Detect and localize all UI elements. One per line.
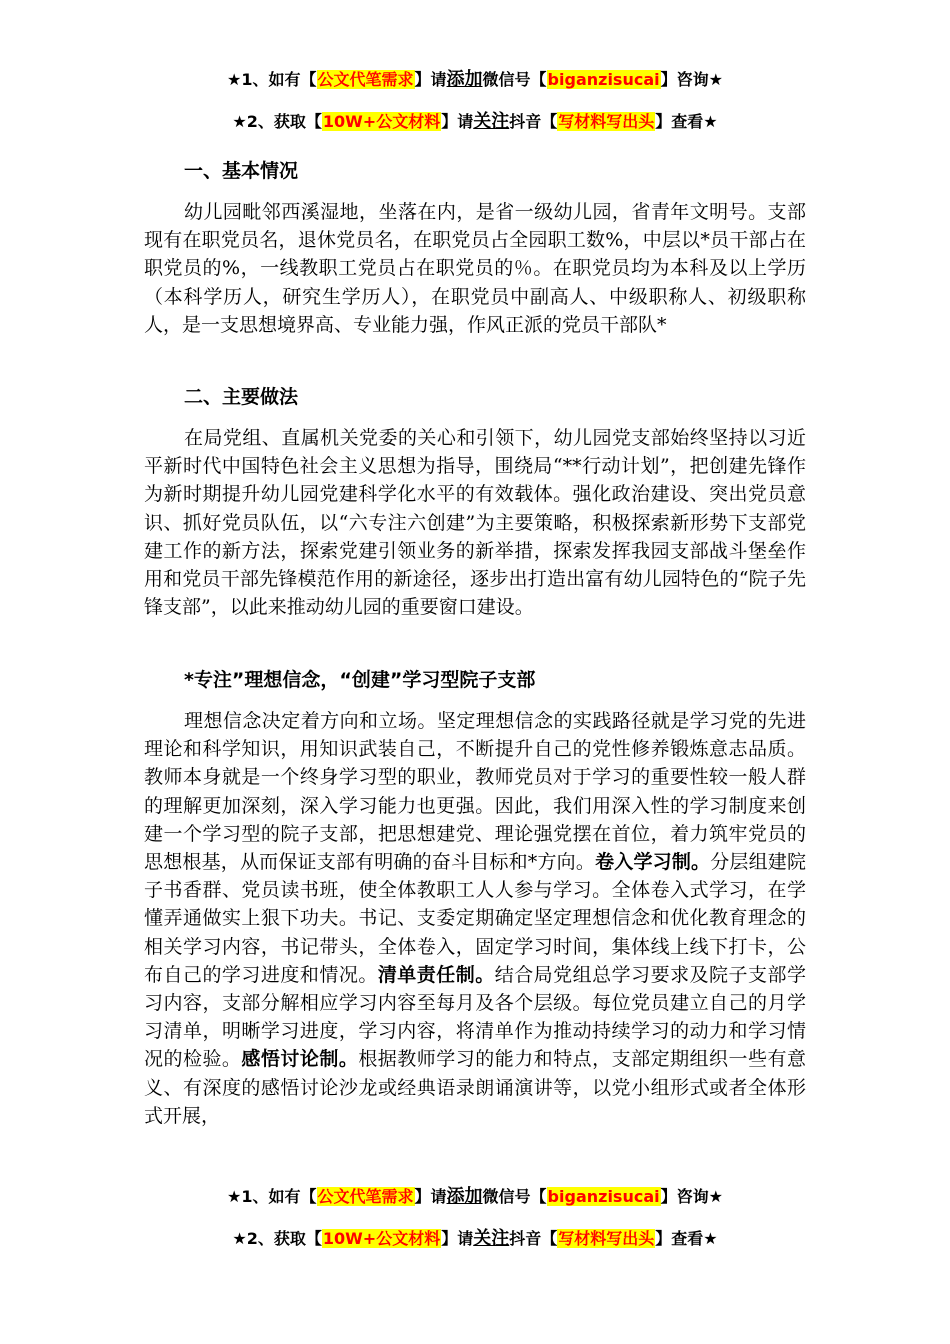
ad-highlight: 10W+公文材料 bbox=[322, 1229, 441, 1248]
paragraph-basic-info: 幼儿园毗邻西溪湿地，坐落在内，是省一级幼儿园，省青年文明号。支部现有在职党员名，退休党员名，在职党员占全园职工数%，中层以*员干部占在职党员的%，一线教职工党员占在职党员的％。在职党员均为本科及以上学历（本科学历人，研究生学历人），在职党员中副高人、中级职称人、初级职称人，是一支思想境界高、专业能力强，作风正派的党员干部队* bbox=[144, 201, 806, 336]
ad-text: 】请 bbox=[414, 70, 447, 89]
wechat-id-highlight: biganzisucai bbox=[547, 1187, 660, 1206]
section-heading-main-practices: 二、主要做法 bbox=[184, 386, 299, 408]
ad-underlined-text: 关注 bbox=[473, 111, 510, 132]
ad-underlined-text: 关注 bbox=[473, 1228, 510, 1249]
paragraph-text: 理想信念决定着方向和立场。坚定理想信念的实践路径就是学习党的先进理论和科学知识，用知识武装自己，不断提升自己的党性修养锻炼意志品质。教师本身就是一个终身学习型的职业，教师党员对于学习的重要性较一般人群的理解更加深刻，深入学习能力也更强。因此，我们用深入性的学习制度来创建一个学习型的院子支部，把思想建党、理论强党摆在首位，着力筑牢党员的思想根基，从而保证支部有明确的奋斗目标和*方向。 bbox=[144, 710, 806, 874]
header-ad-line-1 bbox=[0, 69, 950, 91]
bold-keyword: 卷入学习制。 bbox=[595, 851, 711, 874]
ad-highlight: 公文代笔需求 bbox=[317, 70, 414, 89]
footer-ad-line-2 bbox=[0, 1228, 950, 1250]
ad-text: 】请 bbox=[414, 1187, 447, 1206]
ad-text: ★2、获取【 bbox=[232, 1229, 322, 1248]
ad-text: 】咨询★ bbox=[660, 70, 723, 89]
ad-highlight: 公文代笔需求 bbox=[317, 1187, 414, 1206]
ad-text: 抖音【 bbox=[509, 112, 558, 131]
paragraph-text: 根据教师学习的能力和特点，支部定期组织一些有意义、有深度的感悟讨论沙龙或经典语录朗诵演讲等，以党小组形式或者全体形式开展， bbox=[144, 1048, 806, 1127]
bold-keyword: 清单责任制。 bbox=[377, 963, 495, 986]
ad-text: 】咨询★ bbox=[660, 1187, 723, 1206]
wechat-id-highlight: biganzisucai bbox=[547, 70, 660, 89]
subsection-heading-ideals: *专注”理想信念，“创建”学习型院子支部 bbox=[184, 669, 536, 691]
bold-keyword: 感悟讨论制。 bbox=[241, 1048, 359, 1071]
ad-text: ★1、如有【 bbox=[227, 70, 317, 89]
ad-text: 微信号【 bbox=[482, 1187, 547, 1206]
ad-text: ★2、获取【 bbox=[232, 112, 322, 131]
ad-text: 】查看★ bbox=[655, 112, 718, 131]
douyin-name-highlight: 写材料写出头 bbox=[558, 112, 655, 131]
douyin-name-highlight: 写材料写出头 bbox=[558, 1229, 655, 1248]
ad-text: 】请 bbox=[441, 1229, 474, 1248]
ad-text: 抖音【 bbox=[509, 1229, 558, 1248]
ad-text: 微信号【 bbox=[482, 70, 547, 89]
paragraph-main-practices: 在局党组、直属机关党委的关心和引领下，幼儿园党支部始终坚持以习近平新时代中国特色社会主义思想为指导，围绕局“**行动计划”，把创建先锋作为新时期提升幼儿园党建科学化水平的有效载体。强化政治建设、突出党员意识、抓好党员队伍，以“六专注六创建”为主要策略，积极探索新形势下支部党建工作的新方法，探索党建引领业务的新举措，探索发挥我园支部战斗堡垒作用和党员干部先锋模范作用的新途径，逐步出打造出富有幼儿园特色的“院子先锋支部”，以此来推动幼儿园的重要窗口建设。 bbox=[144, 427, 806, 619]
section-heading-basic-info: 一、基本情况 bbox=[184, 160, 299, 182]
paragraph-text: 分层组建院子书香群、党员读书班，使全体教职工人人参与学习。全体卷入式学习，在学懂弄通做实上狠下功夫。书记、支委定期确定坚定理想信念和优化教育理念的相关学习内容，书记带头，全体卷入，固定学习时间，集体线上线下打卡，公布自己的学习进度和情况。 bbox=[144, 851, 806, 986]
ad-underlined-text: 添加 bbox=[446, 69, 483, 90]
paragraph-text: 结合局党组总学习要求及院子支部学习内容，支部分解相应学习内容至每月及各个层级。每位党员建立自己的月学习清单，明晰学习进度，学习内容，将清单作为推动持续学习的动力和学习情况的检验。 bbox=[144, 963, 806, 1071]
ad-highlight: 10W+公文材料 bbox=[322, 112, 441, 131]
header-ad-line-2 bbox=[0, 111, 950, 133]
ad-text: 】查看★ bbox=[655, 1229, 718, 1248]
paragraph-ideals bbox=[144, 707, 806, 1130]
footer-ad-line-1 bbox=[0, 1186, 950, 1208]
ad-text: 】请 bbox=[441, 112, 474, 131]
ad-underlined-text: 添加 bbox=[446, 1186, 483, 1207]
ad-text: ★1、如有【 bbox=[227, 1187, 317, 1206]
